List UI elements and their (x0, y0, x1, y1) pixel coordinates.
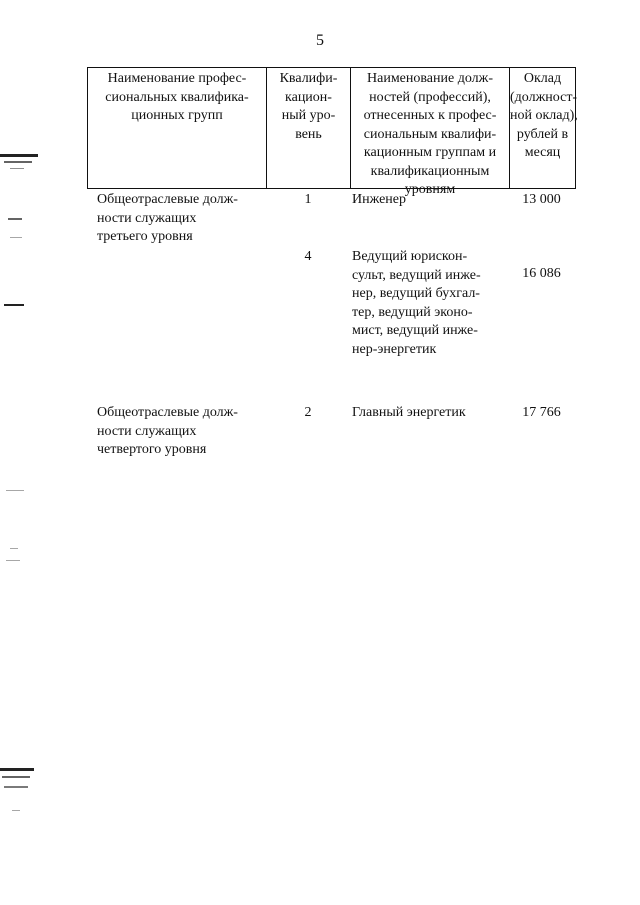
row-positions: Ведущий юрискон- сульт, ведущий инже- нер, ведущий бухгал- тер, ведущий эконо- мист, ведущий инже- нер-энергетик (352, 249, 481, 357)
row-positions: Инженер (352, 192, 407, 207)
row-level: 4 (304, 249, 312, 264)
row-positions: Главный энергетик (352, 405, 466, 420)
row-group-name: Общеотраслевые долж- ности служащих четвертого уровня (97, 405, 238, 457)
row-level: 2 (304, 405, 312, 420)
row-salary: 13 000 (522, 192, 561, 207)
row-salary: 17 766 (522, 405, 561, 420)
page-number: 5 (316, 32, 324, 49)
row-group-name: Общеотраслевые долж- ности служащих третьего уровня (97, 192, 238, 244)
header-group-name: Наименование профес- сиональных квалифика- ционных групп (88, 68, 267, 188)
header-qualification-level: Квалифи- кацион- ный уро- вень (267, 68, 351, 188)
table-header (87, 67, 578, 197)
row-level: 1 (304, 192, 312, 207)
header-salary: Оклад (должност- ной оклад), рублей в месяц (510, 71, 578, 160)
row-salary: 16 086 (522, 266, 561, 281)
header-position-names: Наименование долж- ностей (профессий), отнесенных к профес- сиональным квалифи- кационным группам и квалификационным уровням (351, 68, 510, 188)
